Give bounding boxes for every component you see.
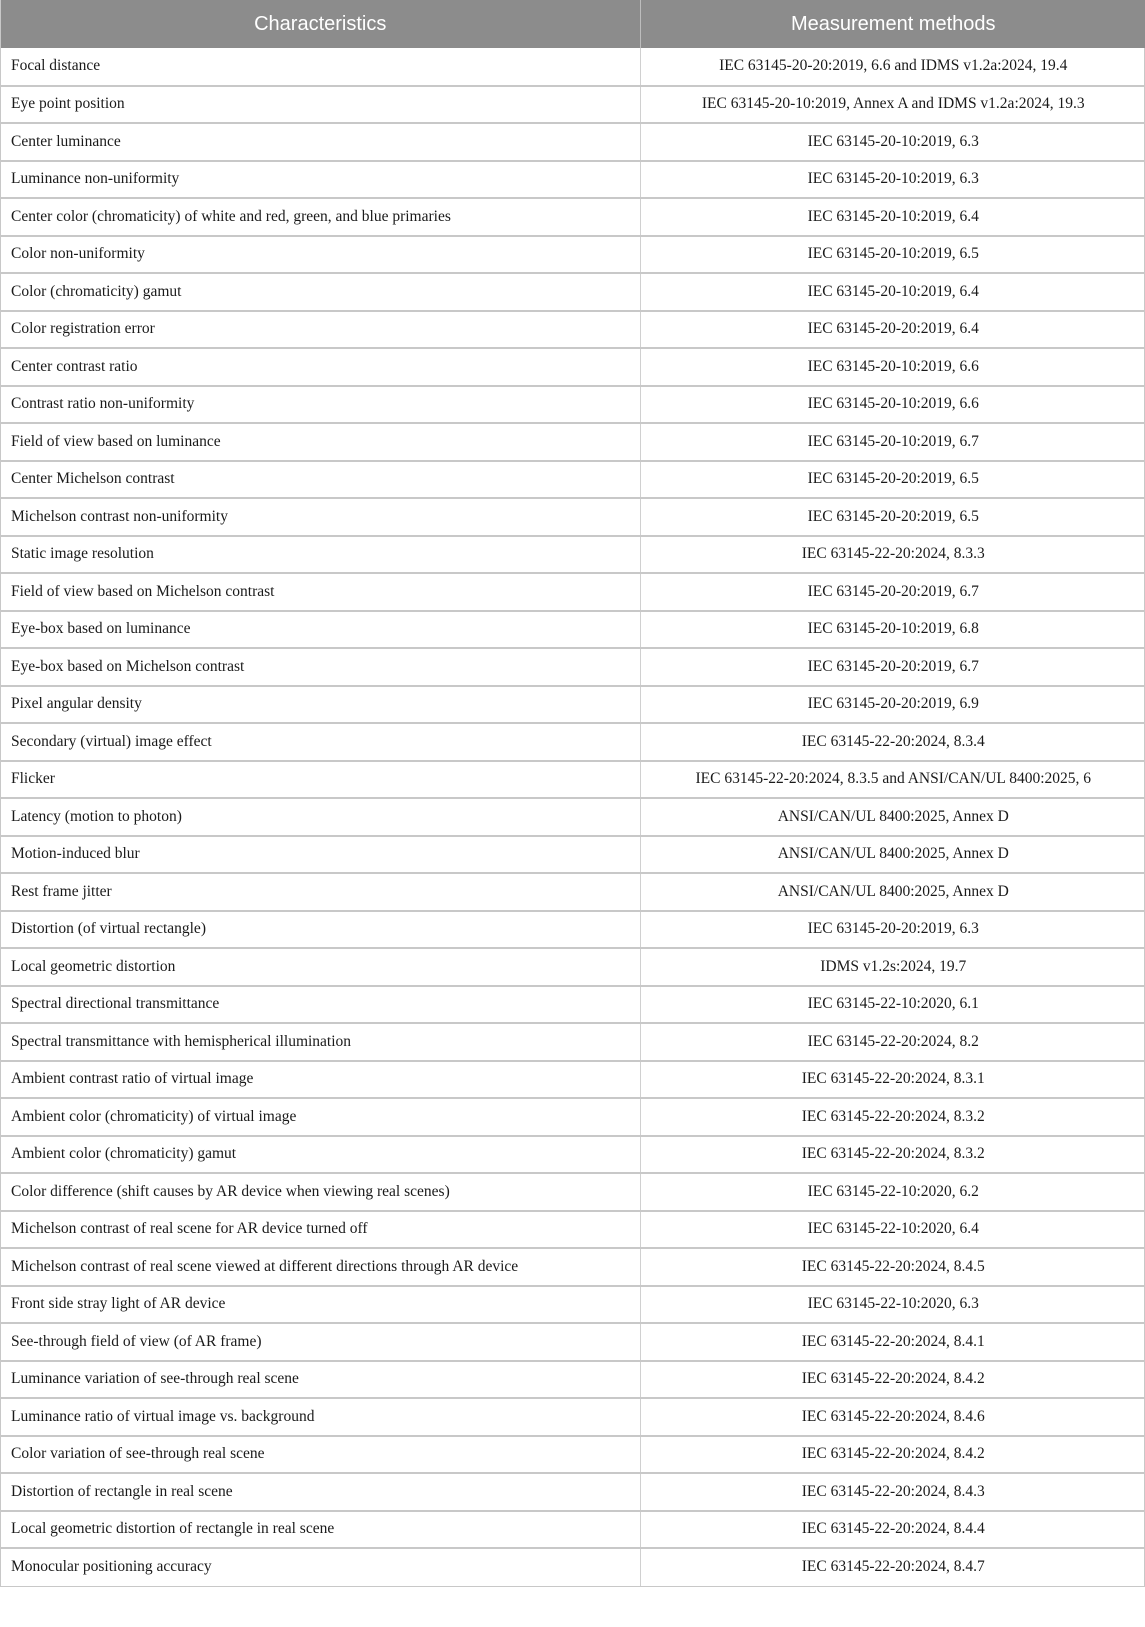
header-characteristics: Characteristics (1, 0, 640, 48)
measurement-method-cell: IEC 63145-22-10:2020, 6.2 (640, 1173, 1145, 1211)
table-row (1, 648, 1145, 686)
characteristic-cell: Luminance variation of see-through real scene (1, 1361, 640, 1399)
measurement-method-cell: IEC 63145-22-20:2024, 8.4.5 (640, 1248, 1145, 1286)
measurement-method-cell: IEC 63145-20-10:2019, 6.5 (640, 236, 1145, 274)
table-row (1, 1398, 1145, 1436)
characteristic-cell: Color difference (shift causes by AR device when viewing real scenes) (1, 1173, 640, 1211)
characteristic-cell: Distortion (of virtual rectangle) (1, 911, 640, 949)
table-row (1, 911, 1145, 949)
table-row (1, 1098, 1145, 1136)
table-row (1, 1436, 1145, 1474)
measurement-method-cell: IEC 63145-20-20:2019, 6.7 (640, 573, 1145, 611)
measurement-method-cell: IEC 63145-20-20:2019, 6.4 (640, 311, 1145, 349)
table-row (1, 573, 1145, 611)
characteristic-cell: Flicker (1, 761, 640, 799)
table-row (1, 1323, 1145, 1361)
table-row (1, 1361, 1145, 1399)
measurement-method-cell: IEC 63145-22-20:2024, 8.3.3 (640, 536, 1145, 574)
table-row (1, 348, 1145, 386)
table-row (1, 311, 1145, 349)
characteristic-cell: Ambient color (chromaticity) of virtual image (1, 1098, 640, 1136)
table-row (1, 948, 1145, 986)
table-row (1, 1173, 1145, 1211)
table-row (1, 798, 1145, 836)
characteristic-cell: Center color (chromaticity) of white and red, green, and blue primaries (1, 198, 640, 236)
measurement-method-cell: IEC 63145-20-20:2019, 6.5 (640, 461, 1145, 499)
measurement-method-cell: IEC 63145-20-10:2019, 6.6 (640, 348, 1145, 386)
table-row (1, 536, 1145, 574)
measurement-method-cell: IEC 63145-20-20:2019, 6.9 (640, 686, 1145, 724)
measurement-method-cell: IEC 63145-20-10:2019, 6.7 (640, 423, 1145, 461)
table-row (1, 1136, 1145, 1174)
table-row (1, 161, 1145, 199)
measurement-method-cell: ANSI/CAN/UL 8400:2025, Annex D (640, 798, 1145, 836)
table-body (1, 48, 1145, 1586)
table-row (1, 986, 1145, 1024)
characteristic-cell: Local geometric distortion of rectangle in real scene (1, 1511, 640, 1549)
characteristic-cell: Motion-induced blur (1, 836, 640, 874)
measurement-method-cell: IEC 63145-22-20:2024, 8.3.4 (640, 723, 1145, 761)
characteristic-cell: Local geometric distortion (1, 948, 640, 986)
characteristic-cell: Field of view based on luminance (1, 423, 640, 461)
characteristic-cell: Rest frame jitter (1, 873, 640, 911)
measurement-method-cell: IEC 63145-20-10:2019, 6.3 (640, 161, 1145, 199)
table-row (1, 123, 1145, 161)
measurement-method-cell: IEC 63145-20-10:2019, 6.3 (640, 123, 1145, 161)
characteristic-cell: Ambient contrast ratio of virtual image (1, 1061, 640, 1099)
characteristic-cell: Front side stray light of AR device (1, 1286, 640, 1324)
measurement-method-cell: IEC 63145-22-20:2024, 8.4.2 (640, 1436, 1145, 1474)
measurement-method-cell: IEC 63145-22-20:2024, 8.4.6 (640, 1398, 1145, 1436)
header-measurement-methods: Measurement methods (640, 0, 1145, 48)
characteristic-cell: Secondary (virtual) image effect (1, 723, 640, 761)
measurement-method-cell: IEC 63145-22-20:2024, 8.3.2 (640, 1098, 1145, 1136)
table-row (1, 836, 1145, 874)
header-row (1, 0, 1145, 48)
characteristic-cell: Color non-uniformity (1, 236, 640, 274)
characteristic-cell: Center contrast ratio (1, 348, 640, 386)
characteristic-cell: Distortion of rectangle in real scene (1, 1473, 640, 1511)
measurement-method-cell: IEC 63145-22-20:2024, 8.4.1 (640, 1323, 1145, 1361)
characteristic-cell: Pixel angular density (1, 686, 640, 724)
table-row (1, 423, 1145, 461)
table-row (1, 386, 1145, 424)
table-row (1, 1511, 1145, 1549)
table-row (1, 723, 1145, 761)
measurement-method-cell: IEC 63145-22-20:2024, 8.4.3 (640, 1473, 1145, 1511)
measurement-method-cell: IEC 63145-22-10:2020, 6.4 (640, 1211, 1145, 1249)
measurement-method-cell: IEC 63145-22-20:2024, 8.4.7 (801, 1558, 985, 1576)
characteristic-cell: Luminance non-uniformity (1, 161, 640, 199)
measurement-method-cell: ANSI/CAN/UL 8400:2025, Annex D (640, 873, 1145, 911)
measurement-method-cell: IEC 63145-20-20:2019, 6.3 (640, 911, 1145, 949)
table-row (1, 461, 1145, 499)
measurement-method-cell: IEC 63145-20-10:2019, 6.8 (640, 611, 1145, 649)
measurement-method-cell: IEC 63145-22-20:2024, 8.3.1 (640, 1061, 1145, 1099)
characteristic-cell: Focal distance (1, 48, 640, 86)
table-row (1, 48, 1145, 86)
characteristic-cell: Monocular positioning accuracy (1, 1548, 640, 1586)
measurement-method-cell: IEC 63145-20-10:2019, 6.4 (640, 198, 1145, 236)
table-row (1, 236, 1145, 274)
characteristic-cell: Contrast ratio non-uniformity (1, 386, 640, 424)
table-row (1, 198, 1145, 236)
table-row (1, 1548, 1145, 1586)
characteristic-cell: See-through field of view (of AR frame) (1, 1323, 640, 1361)
characteristic-cell: Eye-box based on luminance (1, 611, 640, 649)
measurement-method-cell: IEC 63145-20-10:2019, Annex A and IDMS v1.2a:2024, 19.3 (640, 86, 1145, 124)
table-row (1, 761, 1145, 799)
table-row (1, 1248, 1145, 1286)
characteristic-cell: Field of view based on Michelson contrast (1, 573, 640, 611)
table-row (1, 611, 1145, 649)
measurement-method-cell: IEC 63145-22-20:2024, 8.4.2 (640, 1361, 1145, 1399)
characteristic-cell: Center Michelson contrast (1, 461, 640, 499)
measurement-method-cell: IEC 63145-22-10:2020, 6.3 (640, 1286, 1145, 1324)
table-row (1, 1061, 1145, 1099)
characteristic-cell: Eye point position (1, 86, 640, 124)
table-header (1, 0, 1145, 48)
measurement-methods-table (1, 0, 1145, 1586)
characteristic-cell: Michelson contrast non-uniformity (1, 498, 640, 536)
characteristic-cell: Spectral directional transmittance (1, 986, 640, 1024)
table-row (1, 1473, 1145, 1511)
measurement-method-cell: IEC 63145-20-20:2019, 6.5 (640, 498, 1145, 536)
characteristic-cell: Michelson contrast of real scene viewed at different directions through AR device (1, 1248, 640, 1286)
measurement-method-cell: IEC 63145-22-20:2024, 8.4.4 (640, 1511, 1145, 1549)
measurement-method-cell: ANSI/CAN/UL 8400:2025, Annex D (640, 836, 1145, 874)
table-row (1, 873, 1145, 911)
characteristic-cell: Static image resolution (1, 536, 640, 574)
characteristic-cell: Eye-box based on Michelson contrast (1, 648, 640, 686)
measurement-method-cell: IEC 63145-20-20:2019, 6.6 and IDMS v1.2a:2024, 19.4 (640, 48, 1145, 86)
measurement-method-cell: IEC 63145-22-20:2024, 8.3.5 and ANSI/CAN/UL 8400:2025, 6 (640, 761, 1145, 799)
table-row (1, 1023, 1145, 1061)
characteristic-cell: Color registration error (1, 311, 640, 349)
measurement-method-cell: IEC 63145-20-10:2019, 6.6 (640, 386, 1145, 424)
characteristic-cell: Latency (motion to photon) (1, 798, 640, 836)
characteristic-cell: Ambient color (chromaticity) gamut (1, 1136, 640, 1174)
table-row (1, 1211, 1145, 1249)
measurement-method-cell: IEC 63145-20-20:2019, 6.7 (640, 648, 1145, 686)
measurement-method-cell: IEC 63145-22-10:2020, 6.1 (640, 986, 1145, 1024)
characteristic-cell: Center luminance (1, 123, 640, 161)
measurement-method-cell: IEC 63145-22-20:2024, 8.2 (640, 1023, 1145, 1061)
table-row (1, 1286, 1145, 1324)
characteristic-cell: Color (chromaticity) gamut (1, 273, 640, 311)
measurement-method-cell: IDMS v1.2s:2024, 19.7 (640, 948, 1145, 986)
measurement-method-cell: IEC 63145-20-10:2019, 6.4 (640, 273, 1145, 311)
characteristic-cell: Michelson contrast of real scene for AR device turned off (1, 1211, 640, 1249)
characteristic-cell: Color variation of see-through real scene (1, 1436, 640, 1474)
measurement-method-cell: IEC 63145-22-20:2024, 8.3.2 (640, 1136, 1145, 1174)
characteristic-cell: Luminance ratio of virtual image vs. background (1, 1398, 640, 1436)
characteristic-cell: Spectral transmittance with hemispherical illumination (1, 1023, 640, 1061)
table-row (1, 686, 1145, 724)
table-row (1, 498, 1145, 536)
table-row (1, 273, 1145, 311)
table-row (1, 86, 1145, 124)
